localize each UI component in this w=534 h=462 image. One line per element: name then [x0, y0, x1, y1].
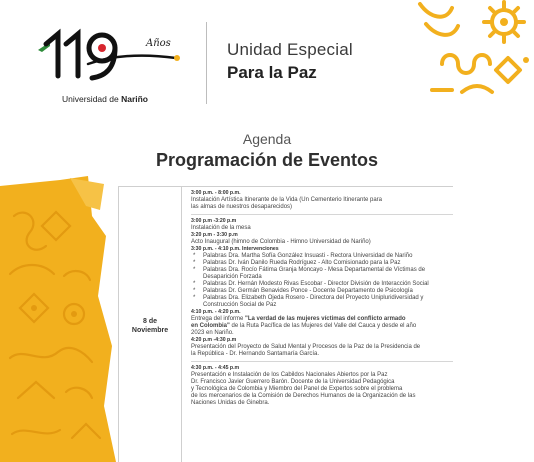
speaker-list-item: * Palabras Dr. Hernán Modesto Rivas Escobar - Director División de Interacción Social — [191, 281, 453, 288]
event-item — [191, 309, 453, 337]
text-bold-span: "La verdad de las mujeres víctimas del conflicto armado — [245, 316, 406, 322]
event-separator — [191, 214, 453, 215]
header-divider — [206, 22, 207, 104]
event-item — [191, 190, 453, 211]
logo-anos-text: Años — [146, 38, 171, 49]
event-time: 3:20 p.m - 3:30 p.m — [191, 232, 238, 238]
top-right-ornament — [412, 0, 534, 102]
event-item — [191, 218, 453, 232]
event-text-line: Presentación e Instalación de los Cabildos Nacionales Abiertos por la Paz — [191, 372, 388, 378]
event-text-line: las almas de nuestros desaparecidos) — [191, 204, 293, 210]
speaker-list-item: * Palabras Dra. Elizabeth Ojeda Rosero - Directora del Proyecto Unipluridiversidad y Construcción Social de Paz — [191, 295, 453, 309]
speaker-list-item: * Palabras Dra. Martha Sofía González Insuasti - Rectora Universidad de Nariño — [191, 253, 453, 260]
event-item — [191, 337, 453, 358]
agenda-label: Agenda — [242, 131, 292, 147]
event-time: 4:20 p.m -4:30 p.m — [191, 337, 237, 343]
university-name-bold: Nariño — [121, 94, 148, 104]
event-text-line: de los mercenarios de la Comisión de Derechos Humanos de la Organización de las — [191, 393, 416, 399]
agenda-table — [118, 186, 453, 462]
event-time: 4:30 p.m. - 4:45 p.m — [191, 365, 240, 371]
date-column — [119, 186, 182, 462]
event-time: 3:00 p.m. - 8:00 p.m. — [191, 190, 241, 196]
text-span: de la Ruta Pacífica de las Mujeres del Valle del Cauca y desde el año — [229, 323, 417, 329]
event-text-line: y Tecnológica de Colombia y Miembro del Panel de Expertos sobre el problema — [191, 386, 403, 392]
event-time: 3:30 p.m. - 4:10 p.m. Intervenciones — [191, 246, 279, 252]
speaker-list-item: * Palabras Dr. Germán Benavides Ponce - Docente Departamento de Psicología — [191, 288, 453, 295]
event-date — [119, 317, 181, 335]
speaker-list-item: * Palabras Dra. Rocío Fátima Granja Moncayo - Mesa Departamental de Víctimas de Desaparición Forzada — [191, 267, 453, 281]
event-time: 3:00 p.m -3:20 p.m — [191, 218, 237, 224]
unit-title-line2: Para la Paz — [227, 63, 317, 82]
left-ornament — [0, 176, 120, 462]
event-text-line: Instalación de la mesa — [191, 225, 251, 231]
text-span: Entrega del informe — [191, 316, 246, 322]
event-text-line — [191, 316, 453, 323]
events-column — [191, 190, 453, 407]
date-day: 8 de — [142, 318, 157, 325]
event-text-line — [191, 323, 453, 330]
event-item — [191, 232, 453, 246]
university-name — [62, 94, 148, 104]
event-text-line: la República - Dr. Hernando Santamaría García. — [191, 351, 320, 357]
event-separator — [191, 361, 453, 362]
event-item — [191, 246, 453, 309]
logo-119-mark — [36, 24, 186, 84]
page-title: Programación de Eventos — [155, 150, 379, 170]
event-time: 4:10 p.m. - 4:20 p.m. — [191, 309, 241, 315]
event-text-line: Instalación Artística Itinerante de la Vida (Un Cementerio Itinerante para — [191, 197, 382, 203]
university-prefix: Universidad de — [62, 94, 119, 104]
unit-title-line1: Unidad Especial — [227, 40, 353, 59]
text-bold-span: en Colombia" — [191, 323, 230, 329]
event-text-line: 2023 en Nariño. — [191, 330, 234, 336]
date-month: Noviembre — [131, 327, 169, 334]
speaker-list-item: * Palabras Dr. Iván Danilo Rueda Rodríguez - Alto Comisionado para la Paz — [191, 260, 453, 267]
event-text-line: Dr. Francisco Javier Guerrero Barón. Docente de la Universidad Pedagógica — [191, 379, 395, 385]
event-item — [191, 365, 453, 407]
event-text-line: Acto Inaugural (himno de Colombia - Himno Universidad de Nariño) — [191, 239, 371, 245]
event-text-line: Naciones Unidas de Ginebra. — [191, 400, 270, 406]
event-text-line: Presentación del Proyecto de Salud Mental y Procesos de la Paz de la Presidencia de — [191, 344, 421, 350]
